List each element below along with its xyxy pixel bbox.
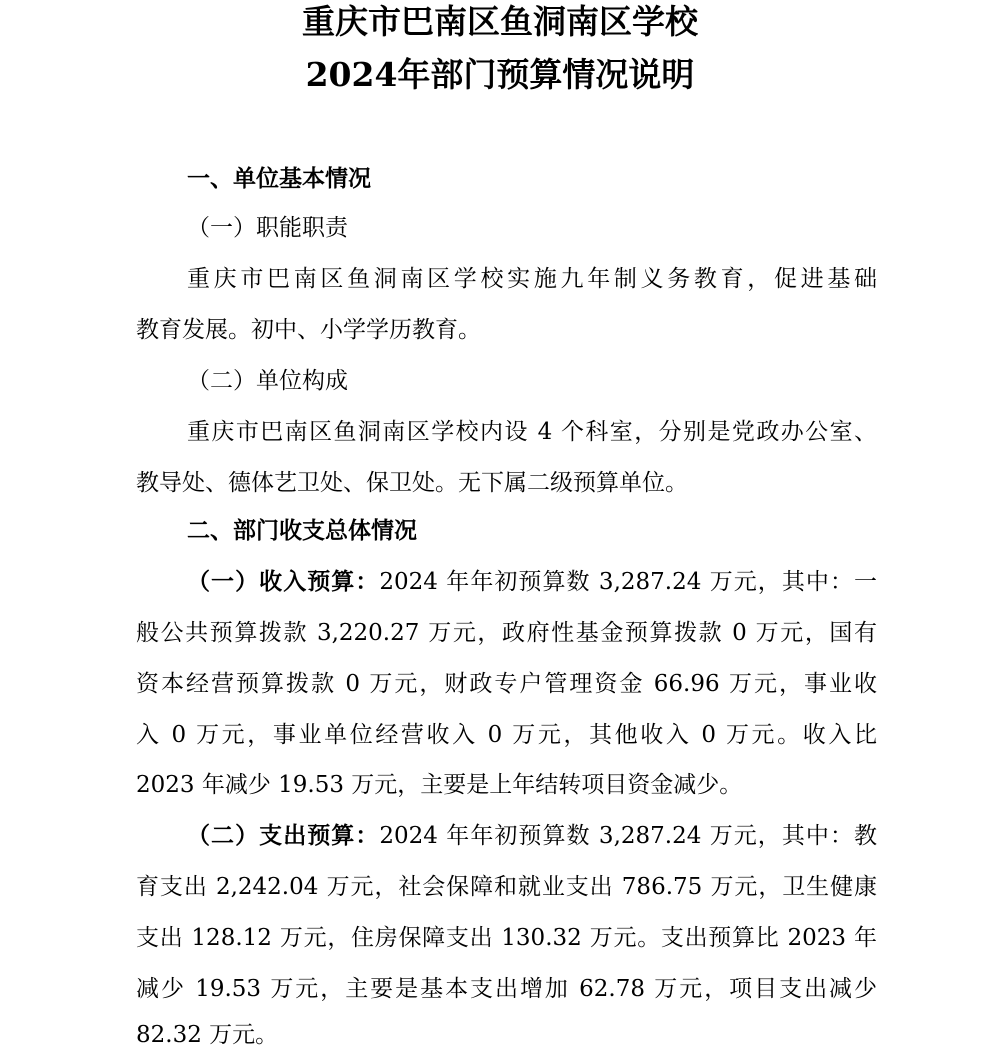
document-title-line-1: 重庆市巴南区鱼洞南区学校: [302, 2, 698, 41]
expense-lead: （二）支出预算：: [187, 822, 380, 849]
expense-text: 2024 年年初预算数 3,287.24 万元，其中：教: [379, 823, 878, 849]
paragraph-line: 育支出 2,242.04 万元，社会保障和就业支出 786.75 万元，卫生健康: [136, 874, 877, 900]
paragraph-line: 重庆市巴南区鱼洞南区学校实施九年制义务教育，促进基础: [187, 266, 877, 292]
paragraph-line: 般公共预算拨款 3,220.27 万元，政府性基金预算拨款 0 万元，国有: [136, 620, 877, 646]
paragraph-line: 减少 19.53 万元，主要是基本支出增加 62.78 万元，项目支出减少: [136, 976, 877, 1002]
document-title-line-2: 2024年部门预算情况说明: [305, 55, 695, 94]
expense-paragraph-line: [187, 821, 877, 851]
paragraph-line: 资本经营预算拨款 0 万元，财政专户管理资金 66.96 万元，事业收: [136, 671, 877, 697]
subsection-heading-structure: （二）单位构成: [187, 368, 348, 394]
income-paragraph-line: [187, 567, 877, 597]
paragraph-line: 教育发展。初中、小学学历教育。: [136, 317, 481, 343]
paragraph-line: 教导处、德体艺卫处、保卫处。无下属二级预算单位。: [136, 470, 688, 496]
paragraph-line: 入 0 万元，事业单位经营收入 0 万元，其他收入 0 万元。收入比: [136, 722, 877, 748]
paragraph-line: 2023 年减少 19.53 万元，主要是上年结转项目资金减少。: [136, 772, 743, 798]
paragraph-line: 支出 128.12 万元，住房保障支出 130.32 万元。支出预算比 2023 年: [136, 925, 877, 951]
section-heading-basic-info: 一、单位基本情况: [187, 166, 371, 192]
subsection-heading-functions: （一）职能职责: [187, 215, 348, 241]
income-text: 2024 年年初预算数 3,287.24 万元，其中：一: [379, 569, 878, 595]
income-lead: （一）收入预算：: [187, 568, 380, 595]
paragraph-line: 82.32 万元。: [136, 1022, 279, 1048]
paragraph-line: 重庆市巴南区鱼洞南区学校内设 4 个科室，分别是党政办公室、: [187, 419, 877, 445]
section-heading-budget-overview: 二、部门收支总体情况: [187, 518, 417, 544]
